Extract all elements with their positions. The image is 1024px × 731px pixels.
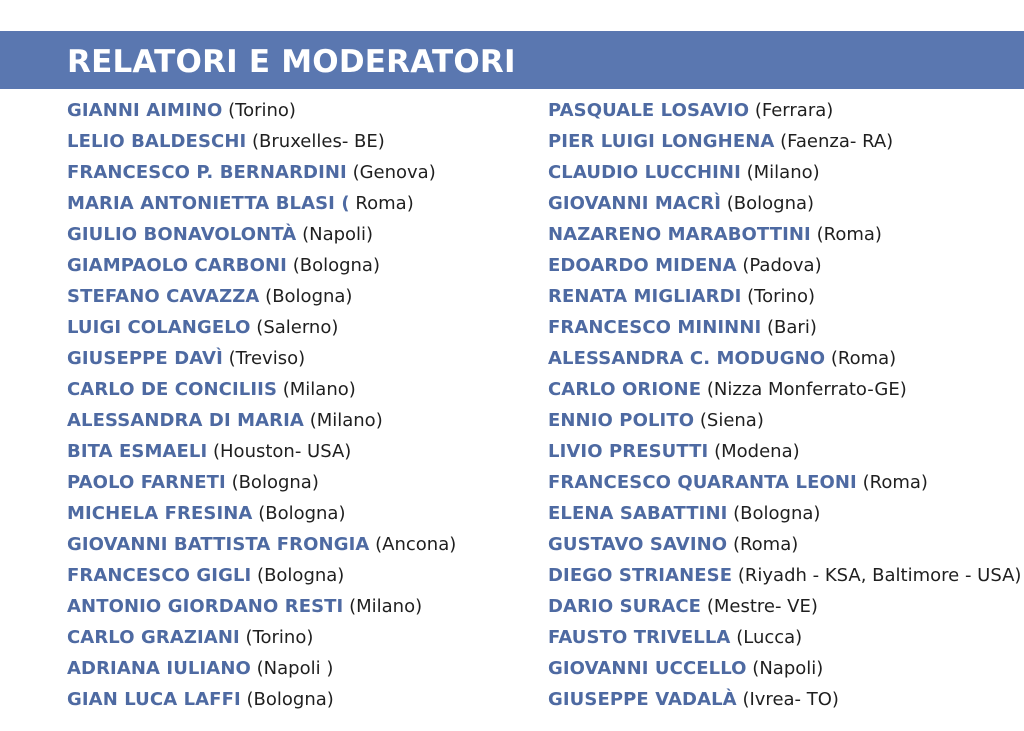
speaker-entry <box>67 312 507 343</box>
speaker-name: FRANCESCO P. BERNARDINI <box>67 162 347 183</box>
speaker-entry <box>548 591 1018 622</box>
speaker-city: (Mestre- VE) <box>706 596 818 617</box>
speaker-entry <box>67 219 507 250</box>
speaker-name: MARIA ANTONIETTA BLASI ( <box>67 193 350 214</box>
speaker-city: (Treviso) <box>228 348 306 369</box>
speaker-city: (Milano) <box>349 596 423 617</box>
speaker-name: CARLO ORIONE <box>548 379 702 400</box>
speaker-name: PASQUALE LOSAVIO <box>548 100 750 121</box>
speaker-city: (Napoli) <box>302 224 374 245</box>
speaker-name: GIULIO BONAVOLONTÀ <box>67 224 297 245</box>
speaker-entry <box>548 560 1022 591</box>
speaker-city: (Riyadh - KSA, Baltimore - USA) <box>737 565 1022 586</box>
speaker-name: ALESSANDRA DI MARIA <box>67 410 304 431</box>
speaker-name: STEFANO CAVAZZA <box>67 286 260 307</box>
speaker-entry <box>548 126 1018 157</box>
speaker-city: (Padova) <box>742 255 822 276</box>
speaker-entry <box>548 95 1018 126</box>
speaker-name: BITA ESMAELI <box>67 441 208 462</box>
speaker-name: ANTONIO GIORDANO RESTI <box>67 596 344 617</box>
speaker-entry <box>67 157 507 188</box>
speaker-city: (Bologna) <box>265 286 353 307</box>
page-title: RELATORI E MODERATORI <box>67 44 516 80</box>
speaker-name: ALESSANDRA C. MODUGNO <box>548 348 826 369</box>
speaker-city: (Napoli) <box>752 658 824 679</box>
speaker-name: LELIO BALDESCHI <box>67 131 247 152</box>
speaker-city: (Torino) <box>228 100 296 121</box>
speaker-entry <box>548 374 1018 405</box>
speaker-city: (Bologna) <box>733 503 821 524</box>
header-band <box>0 31 1024 89</box>
speaker-entry <box>67 188 507 219</box>
speaker-name: GIUSEPPE VADALÀ <box>548 689 737 710</box>
speaker-name: PAOLO FARNETI <box>67 472 226 493</box>
speaker-entry <box>67 467 507 498</box>
speaker-city: (Roma) <box>816 224 882 245</box>
speaker-name: NAZARENO MARABOTTINI <box>548 224 811 245</box>
speaker-entry <box>67 95 507 126</box>
speaker-city: (Lucca) <box>736 627 803 648</box>
speaker-name: FRANCESCO GIGLI <box>67 565 252 586</box>
speaker-city: (Ancona) <box>375 534 457 555</box>
speaker-city: (Milano) <box>309 410 383 431</box>
speaker-name: LIVIO PRESUTTI <box>548 441 709 462</box>
speaker-entry <box>67 405 507 436</box>
speaker-city: (Bologna) <box>246 689 334 710</box>
speaker-entry <box>548 219 1018 250</box>
speaker-entry <box>548 436 1018 467</box>
speaker-name: EDOARDO MIDENA <box>548 255 737 276</box>
speaker-city: (Bari) <box>767 317 817 338</box>
speaker-entry <box>67 343 507 374</box>
speaker-entry <box>548 405 1018 436</box>
speaker-name: FAUSTO TRIVELLA <box>548 627 731 648</box>
speaker-city: (Roma) <box>862 472 928 493</box>
speaker-name: GIAMPAOLO CARBONI <box>67 255 287 276</box>
right-speaker-column <box>548 95 1022 715</box>
speaker-entry <box>67 684 507 715</box>
speaker-entry <box>67 498 507 529</box>
speaker-entry <box>548 684 1018 715</box>
speaker-city: (Torino) <box>747 286 815 307</box>
speaker-city: (Roma) <box>732 534 799 555</box>
speaker-city: (Torino) <box>245 627 314 648</box>
speaker-entry <box>548 622 1018 653</box>
speaker-entry <box>67 653 507 684</box>
speaker-city: (Modena) <box>714 441 800 462</box>
speaker-entry <box>548 467 1018 498</box>
speaker-city: (Napoli ) <box>256 658 334 679</box>
speaker-entry <box>67 126 507 157</box>
speaker-name: GIAN LUCA LAFFI <box>67 689 241 710</box>
speaker-city: (Roma) <box>830 348 897 369</box>
speaker-name: DIEGO STRIANESE <box>548 565 733 586</box>
speaker-entry <box>67 591 507 622</box>
speaker-city: (Genova) <box>352 162 436 183</box>
speaker-entry <box>67 560 507 591</box>
speaker-entry <box>548 281 1018 312</box>
speaker-city: (Siena) <box>699 410 764 431</box>
speaker-entry <box>548 343 1018 374</box>
speaker-entry <box>548 250 1018 281</box>
speaker-entry <box>67 622 507 653</box>
speaker-city: (Bologna) <box>231 472 319 493</box>
speaker-city: (Bruxelles- BE) <box>252 131 385 152</box>
speaker-entry <box>548 498 1018 529</box>
speaker-city: (Bologna) <box>292 255 380 276</box>
speaker-city: Roma) <box>355 193 414 214</box>
speaker-entry <box>67 529 507 560</box>
speaker-name: FRANCESCO MININNI <box>548 317 762 338</box>
speaker-city: (Houston- USA) <box>213 441 352 462</box>
speaker-entry <box>548 157 1018 188</box>
speaker-city: (Bologna) <box>258 503 346 524</box>
speaker-city: (Bologna) <box>726 193 815 214</box>
speaker-city: (Salerno) <box>256 317 339 338</box>
speaker-name: GIANNI AIMINO <box>67 100 223 121</box>
speaker-name: DARIO SURACE <box>548 596 702 617</box>
speaker-name: FRANCESCO QUARANTA LEONI <box>548 472 857 493</box>
speaker-entry <box>548 653 1018 684</box>
speaker-city: (Ferrara) <box>754 100 834 121</box>
speaker-name: PIER LUIGI LONGHENA <box>548 131 775 152</box>
speaker-name: GUSTAVO SAVINO <box>548 534 728 555</box>
speaker-name: CARLO GRAZIANI <box>67 627 240 648</box>
speaker-name: GIOVANNI UCCELLO <box>548 658 747 679</box>
speaker-name: RENATA MIGLIARDI <box>548 286 742 307</box>
speaker-entry <box>548 312 1018 343</box>
speaker-entry <box>548 188 1018 219</box>
speaker-name: ELENA SABATTINI <box>548 503 728 524</box>
speaker-city: (Nizza Monferrato-GE) <box>706 379 907 400</box>
speaker-city: (Milano) <box>282 379 356 400</box>
speaker-name: LUIGI COLANGELO <box>67 317 251 338</box>
speaker-name: GIOVANNI MACRÌ <box>548 193 722 214</box>
speaker-entry <box>67 374 507 405</box>
speaker-entry <box>67 281 507 312</box>
speaker-city: (Bologna) <box>257 565 345 586</box>
speaker-city: (Ivrea- TO) <box>742 689 839 710</box>
speaker-name: ENNIO POLITO <box>548 410 695 431</box>
speaker-entry <box>548 529 1018 560</box>
speaker-entry <box>67 436 507 467</box>
speaker-entry <box>67 250 507 281</box>
left-speaker-column <box>67 95 507 715</box>
speaker-name: GIUSEPPE DAVÌ <box>67 348 223 369</box>
speaker-name: MICHELA FRESINA <box>67 503 253 524</box>
speaker-city: (Milano) <box>746 162 820 183</box>
speaker-name: CLAUDIO LUCCHINI <box>548 162 741 183</box>
speaker-city: (Faenza- RA) <box>780 131 894 152</box>
speaker-name: CARLO DE CONCILIIS <box>67 379 278 400</box>
speaker-name: GIOVANNI BATTISTA FRONGIA <box>67 534 370 555</box>
speaker-name: ADRIANA IULIANO <box>67 658 251 679</box>
